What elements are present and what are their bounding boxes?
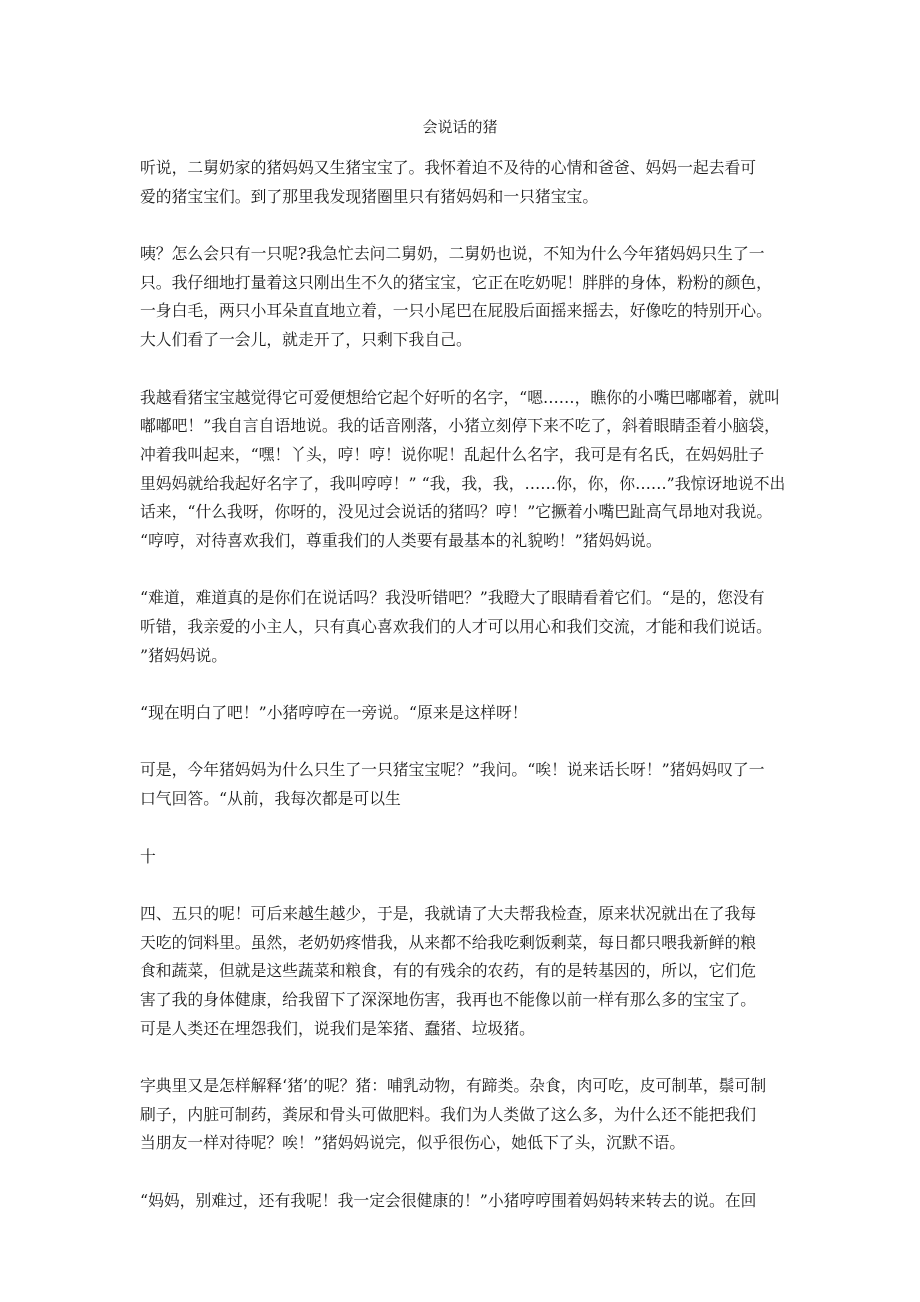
- document-title: 会说话的猪: [422, 118, 498, 136]
- text-line: “难道，难道真的是你们在说话吗？我没听错吧？”我瞪大了眼睛看着它们。“是的，您没有: [140, 588, 765, 608]
- text-line: 咦？怎么会只有一只呢?我急忙去问二舅奶，二舅奶也说，不知为什么今年猪妈妈只生了一: [140, 244, 765, 264]
- text-line: 嘟嘟吧！”我自言自语地说。我的话音刚落，小猪立刻停下来不吃了，斜着眼睛歪着小脑袋，: [140, 416, 780, 436]
- paragraph: [140, 584, 790, 670]
- text-line: 里妈妈就给我起好名字了，我叫哼哼！” “我，我，我，……你，你，你……”我惊讶地说不出: [140, 473, 786, 493]
- paragraph: [140, 240, 790, 355]
- text-line: ”猪妈妈说。: [140, 645, 228, 665]
- paragraph: [140, 756, 790, 813]
- text-line: 可是，今年猪妈妈为什么只生了一只猪宝宝呢？”我问。“唉！说来话长呀！”猪妈妈叹了一: [140, 760, 765, 780]
- text-line: 刷子，内脏可制药，粪尿和骨头可做肥料。我们为人类做了这么多，为什么还不能把我们: [140, 1104, 757, 1124]
- text-line: 害了我的身体健康，给我留下了深深地伤害，我再也不能像以前一样有那么多的宝宝了。: [140, 989, 757, 1009]
- text-line: 听说，二舅奶家的猪妈妈又生猪宝宝了。我怀着迫不及待的心情和爸爸、妈妈一起去看可: [140, 158, 757, 177]
- text-line: 口气回答。“从前，我每次都是可以生: [140, 789, 401, 809]
- text-line: 爱的猪宝宝们。到了那里我发现猪圈里只有猪妈妈和一只猪宝宝。: [140, 186, 599, 206]
- paragraph: [140, 384, 790, 556]
- text-line: 可是人类还在埋怨我们，说我们是笨猪、蠢猪、垃圾猪。: [140, 1018, 535, 1038]
- document-body: [140, 154, 790, 1244]
- text-line: 听错，我亲爱的小主人，只有真心喜欢我们的人才可以用心和我们交流，才能和我们说话。: [140, 617, 772, 636]
- paragraph: [140, 1187, 790, 1216]
- paragraph: [140, 1072, 790, 1158]
- text-line: 我越看猪宝宝越觉得它可爱便想给它起个好听的名字，“嗯……，瞧你的小嘴巴嘟嘟着，就叫: [140, 387, 780, 407]
- text-line: “妈妈，别难过，还有我呢！我一定会很健康的！”小猪哼哼围着妈妈转来转去的说。在回: [140, 1190, 757, 1210]
- text-line: “哼哼，对待喜欢我们，尊重我们的人类要有最基本的礼貌哟！”猪妈妈说。: [140, 530, 662, 550]
- text-line: 十: [140, 846, 156, 866]
- text-line: “现在明白了吧！”小猪哼哼在一旁说。“原来是这样呀！: [140, 703, 528, 723]
- text-line: 当朋友一样对待呢？唉！”猪妈妈说完，似乎很伤心，她低下了头，沉默不语。: [140, 1133, 686, 1153]
- text-line: 只。我仔细地打量着这只刚出生不久的猪宝宝，它正在吃奶呢！胖胖的身体，粉粉的颜色，: [140, 272, 772, 292]
- text-line: 话来，“什么我呀，你呀的，没见过会说话的猪吗？哼！”它撅着小嘴巴趾高气昂地对我说。: [140, 502, 773, 522]
- paragraph: [140, 900, 790, 1043]
- paragraph: [140, 843, 790, 872]
- text-line: 大人们看了一会儿，就走开了，只剩下我自己。: [140, 330, 472, 350]
- text-line: 食和蔬菜，但就是这些蔬菜和粮食，有的有残余的农药，有的是转基因的，所以，它们危: [140, 961, 757, 981]
- text-line: 天吃的饲料里。虽然，老奶奶疼惜我，从来都不给我吃剩饭剩菜，每日都只喂我新鲜的粮: [140, 932, 757, 952]
- text-line: 冲着我叫起来，“嘿！丫头，哼！哼！说你呢！乱起什么名字，我可是有名氏，在妈妈肚子: [140, 444, 765, 464]
- text-line: 一身白毛，两只小耳朵直直地立着，一只小尾巴在屁股后面摇来摇去，好像吃的特别开心。: [140, 301, 772, 321]
- text-line: 字典里又是怎样解释‘猪’的呢？猪：哺乳动物，有蹄类。杂食，肉可吃，皮可制革，鬃可制: [140, 1076, 767, 1095]
- paragraph: [140, 154, 790, 211]
- text-line: 四、五只的呢！可后来越生越少，于是，我就请了大夫帮我检查，原来状况就出在了我每: [140, 903, 757, 923]
- paragraph: [140, 699, 790, 728]
